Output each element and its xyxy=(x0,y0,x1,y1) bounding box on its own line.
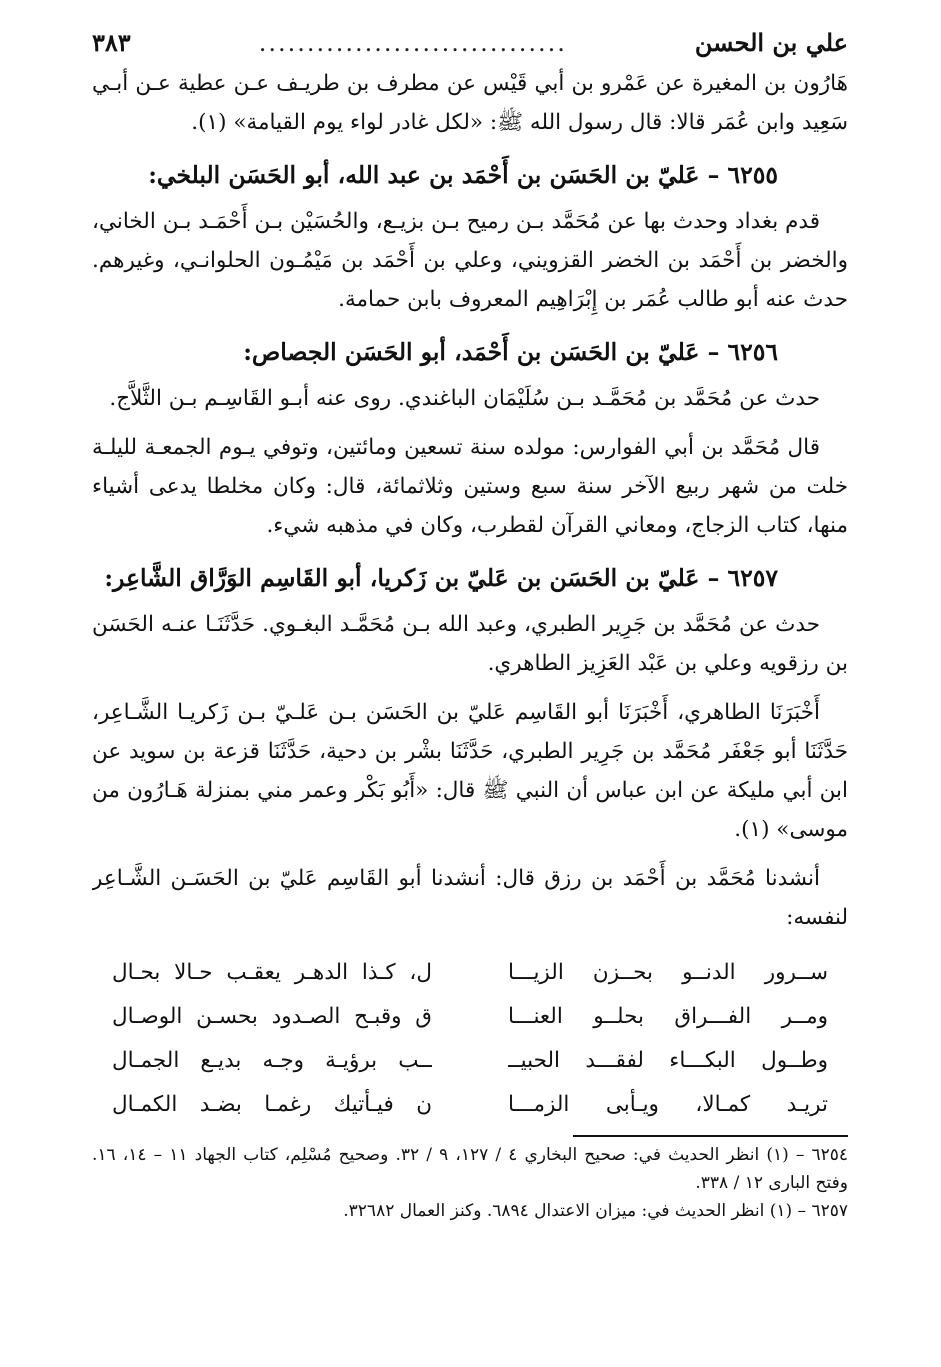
page-number: ٣٨٣ xyxy=(92,28,131,57)
entry-heading: ٦٢٥٧ – عَليّ بن الحَسَن بن عَليّ بن زَكريا، أبو القَاسِم الوَرَّاق الشَّاعِر: xyxy=(104,564,778,592)
page-header xyxy=(92,22,848,64)
entry-paragraph: أَخْبَرَنَا الطاهري، أَخْبَرَنَا أبو القَاسِم عَليّ بن الحَسَن بـن عَلـيّ بـن زَكريـا الشَّـاعِر، حَدَّثَنَا أبو جَعْفَر مُحَمَّد بن جَرِير الطبري، حَدَّثَنَا بشْر بن دحية، حَدَّثَنَا قزعة بن سويد عن ابن أبي مليكة عن ابن عباس أن النبي ﷺ قال: «أَبُو بَكْر وعمر مني بمنزلة هَـارُون من موسى» (١). xyxy=(92,700,848,842)
verse-second-hemistich: ن فيـأتيك رغمـا بضـد الكمـال xyxy=(112,1092,432,1117)
entry-6255 xyxy=(92,152,848,319)
verse-first-hemistich: تريـد كمـالا، ويـأبى الزمـــا xyxy=(508,1092,828,1117)
entry-heading: ٦٢٥٥ – عَليّ بن الحَسَن بن أَحْمَد بن عبد الله، أبو الحَسَن البلخي: xyxy=(148,161,778,189)
poem-verse xyxy=(112,1083,828,1127)
verse-first-hemistich: ومــر الفـــراق بحلــو العنـــا xyxy=(508,1004,828,1029)
footnotes xyxy=(92,1141,848,1225)
entry-6257 xyxy=(92,555,848,937)
entry-6256 xyxy=(92,329,848,545)
footnote: ٦٢٥٧ – (١) انظر الحديث في: ميزان الاعتدال ٦٨٩٤. وكنز العمال ٣٢٦٨٢. xyxy=(343,1201,848,1221)
entry-heading: ٦٢٥٦ – عَليّ بن الحَسَن بن أَحْمَد، أبو الحَسَن الجصاص: xyxy=(243,338,778,366)
leader-dots: ................................ xyxy=(258,29,567,57)
verse-first-hemistich: ســرور الدنــو بحــزن الزيـــا xyxy=(508,960,828,985)
continuation-paragraph: هَارُون بن المغيرة عن عَمْرو بن أبي قَيْس عن مطرف بن طريـف عـن عطية عـن أبـي سَعِيد وابن عُمَر قالا: قال رسول الله ﷺ: «لكل غادر لواء يوم القيامة» (١). xyxy=(92,71,848,135)
footnote-divider xyxy=(573,1135,848,1137)
entry-paragraph: قال مُحَمَّد بن أبي الفوارس: مولده سنة تسعين ومائتين، وتوفي يـوم الجمعـة لليلـة خلت من شهر ربيع الآخر سنة سبع وستين وثلاثمائة، قال: وكان مخلطا يدعى أشياء منها، كتاب الزجاج، ومعاني القرآن لقطرب، وكان في مذهبه شيء. xyxy=(92,435,848,538)
poem-verse xyxy=(112,1039,828,1083)
running-title: علي بن الحسن xyxy=(694,28,848,57)
verse-second-hemistich: ق وقبـح الصـدود بحسـن الوصـال xyxy=(112,1004,432,1029)
book-page xyxy=(92,22,848,1342)
verse-first-hemistich: وطــول البكـــاء لفقـــد الحبيــ xyxy=(508,1048,828,1073)
entry-paragraph: حدث عن مُحَمَّد بن مُحَمَّـد بـن سُلَيْمَان الباغندي. روى عنه أبـو القَاسِـم بـن الثَّلاَّج. xyxy=(109,386,820,411)
poem-verse xyxy=(112,995,828,1039)
poem xyxy=(92,951,848,1127)
entry-paragraph: أنشدنا مُحَمَّد بن أَحْمَد بن رزق قال: أنشدنا أبو القَاسِم عَليّ بن الحَسَـن الشَّـاعِر لنفسه: xyxy=(92,866,848,930)
poem-verse xyxy=(112,951,828,995)
entry-paragraph: حدث عن مُحَمَّد بن جَرِير الطبري، وعبد الله بـن مُحَمَّـد البغـوي. حَدَّثَنَـا عنـه الحَسَن بن رزقويه وعلي بن عَبْد العَزِيز الطاهري. xyxy=(92,612,848,676)
verse-second-hemistich: ــب برؤيـة وجـه بديـع الجمـال xyxy=(112,1048,432,1073)
entry-paragraph: قدم بغداد وحدث بها عن مُحَمَّد بـن رميح بـن بزيـع، والحُسَيْن بـن أَحْمَـد بـن الخاني، والخضر بن أَحْمَد بن الخضر القزويني، وعلي بن أَحْمَد بن مَيْمُـون الحلوانـي، وغيرهم. حدث عنه أبو طالب عُمَر بن إِبْرَاهِيم المعروف بابن حمامة. xyxy=(92,209,848,312)
verse-second-hemistich: ل، كـذا الدهـر يعقـب حـالا بحـال xyxy=(112,960,432,985)
footnote: ٦٢٥٤ – (١) انظر الحديث في: صحيح البخاري ٤ / ١٢٧، ٩ / ٣٢. وصحيح مُسْلِم، كتاب الجهاد ١١ – ١٤، ١٦. وفتح البارى ١٢ / ٣٣٨. xyxy=(92,1145,848,1193)
